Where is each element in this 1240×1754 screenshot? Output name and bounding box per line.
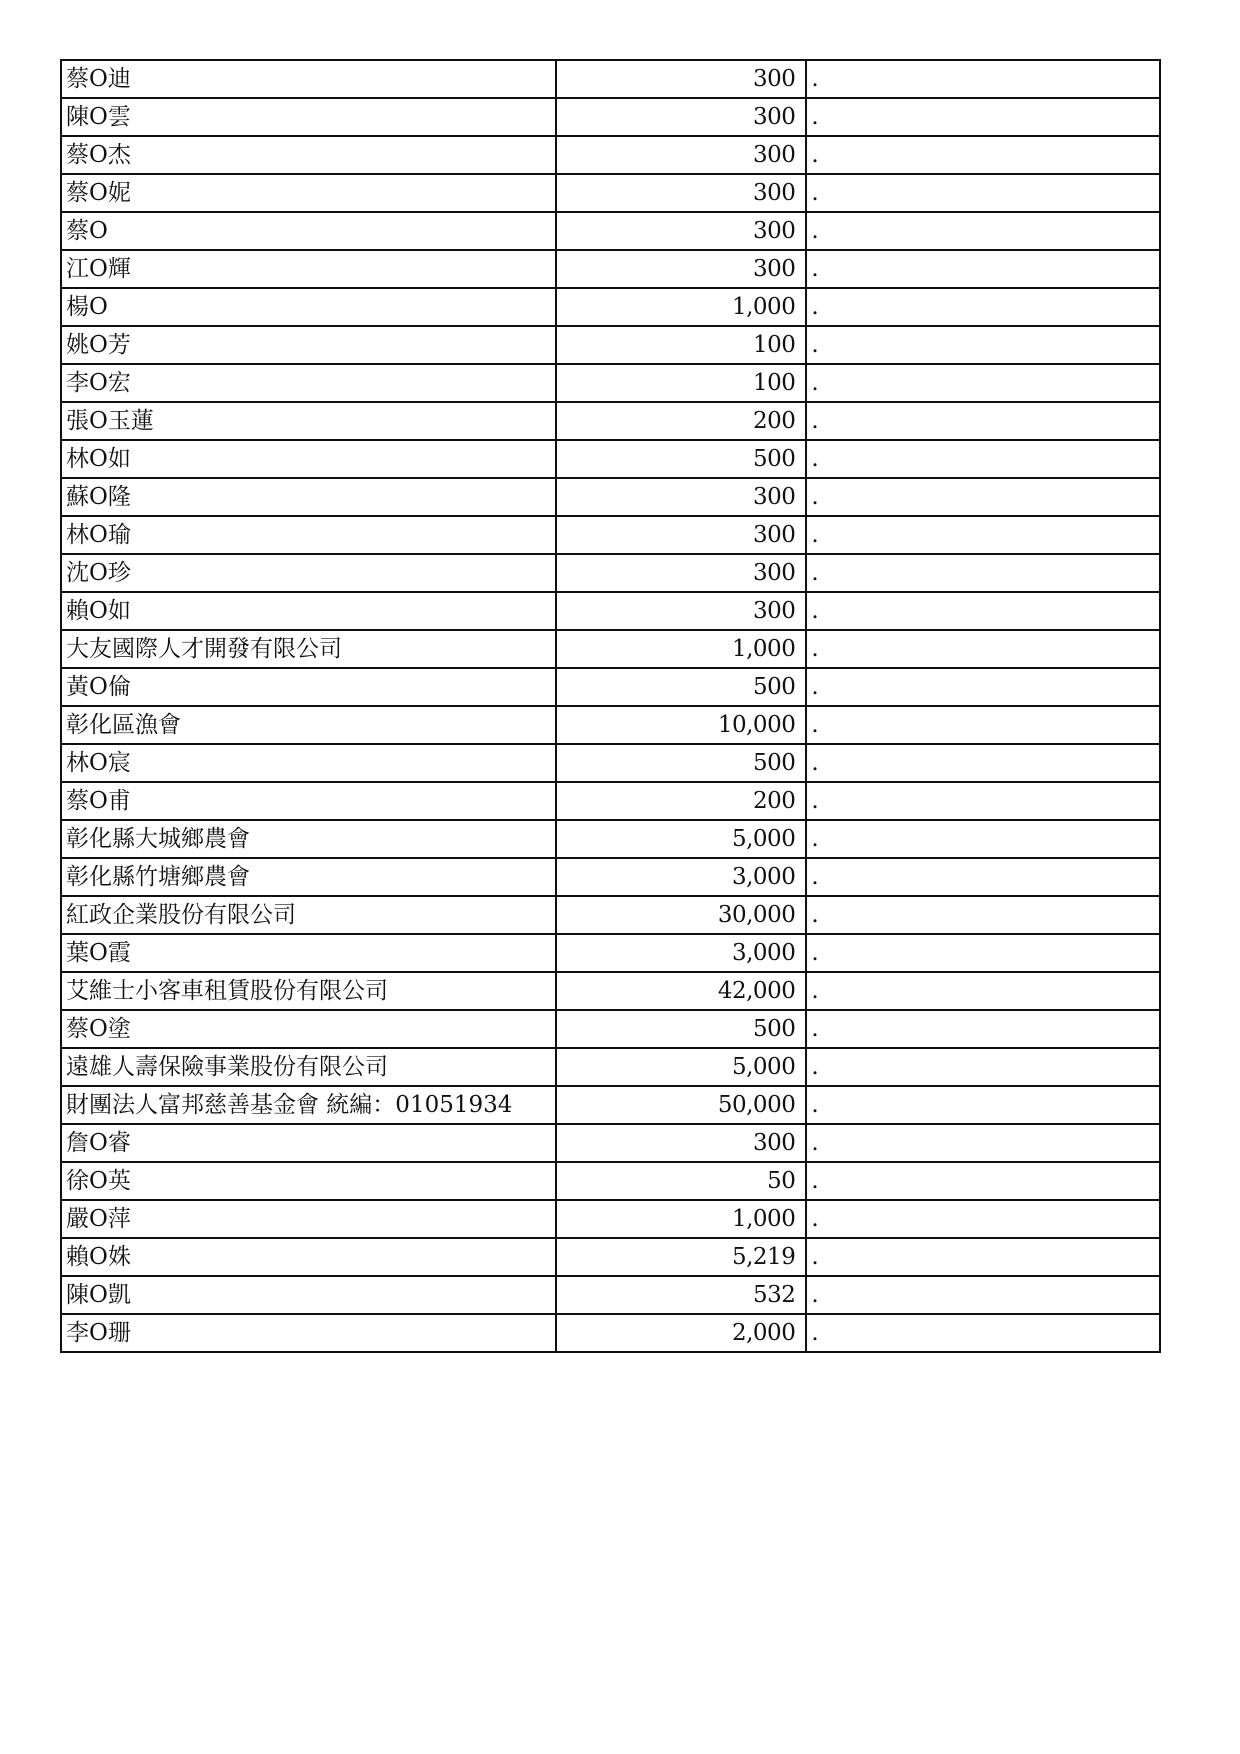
donation-amount-cell: 500 <box>556 1010 806 1048</box>
donor-name-cell: 詹O睿 <box>61 1124 556 1162</box>
table-row <box>61 1276 1160 1314</box>
donor-name-cell: 徐O英 <box>61 1162 556 1200</box>
donor-name-cell: 李O宏 <box>61 364 556 402</box>
note-cell: . <box>806 1048 1160 1086</box>
table-row <box>61 288 1160 326</box>
donation-amount-cell: 5,000 <box>556 1048 806 1086</box>
donor-name-cell: 姚O芳 <box>61 326 556 364</box>
donor-name-cell: 陳O雲 <box>61 98 556 136</box>
donor-name-cell: 蔡O杰 <box>61 136 556 174</box>
table-body <box>61 60 1160 1352</box>
donation-amount-cell: 300 <box>556 478 806 516</box>
donation-amount-cell: 200 <box>556 782 806 820</box>
table-row <box>61 782 1160 820</box>
donor-name-cell: 蘇O隆 <box>61 478 556 516</box>
table-row <box>61 402 1160 440</box>
table-row <box>61 1238 1160 1276</box>
donation-amount-cell: 300 <box>556 136 806 174</box>
note-cell: . <box>806 516 1160 554</box>
note-cell: . <box>806 972 1160 1010</box>
donation-amount-cell: 1,000 <box>556 288 806 326</box>
table-row <box>61 820 1160 858</box>
donor-name-cell: 彰化區漁會 <box>61 706 556 744</box>
table-row <box>61 250 1160 288</box>
donation-amount-cell: 300 <box>556 1124 806 1162</box>
table-row <box>61 1010 1160 1048</box>
table-row <box>61 212 1160 250</box>
note-cell: . <box>806 440 1160 478</box>
table-row <box>61 630 1160 668</box>
donor-name-cell: 葉O霞 <box>61 934 556 972</box>
note-cell: . <box>806 1238 1160 1276</box>
note-cell: . <box>806 858 1160 896</box>
donor-name-cell: 陳O凱 <box>61 1276 556 1314</box>
note-cell: . <box>806 250 1160 288</box>
table-row <box>61 896 1160 934</box>
table-row <box>61 60 1160 98</box>
donor-name-cell: 賴O如 <box>61 592 556 630</box>
donation-amount-cell: 3,000 <box>556 858 806 896</box>
donor-name-cell: 沈O珍 <box>61 554 556 592</box>
donor-name-cell: 江O輝 <box>61 250 556 288</box>
donor-name-cell: 蔡O甫 <box>61 782 556 820</box>
note-cell: . <box>806 364 1160 402</box>
donor-name-cell: 紅政企業股份有限公司 <box>61 896 556 934</box>
note-cell: . <box>806 592 1160 630</box>
donation-amount-cell: 5,219 <box>556 1238 806 1276</box>
donor-name-cell: 彰化縣竹塘鄉農會 <box>61 858 556 896</box>
note-cell: . <box>806 402 1160 440</box>
table-row <box>61 706 1160 744</box>
donation-amount-cell: 300 <box>556 98 806 136</box>
donation-amount-cell: 300 <box>556 60 806 98</box>
table-row <box>61 478 1160 516</box>
donation-amount-cell: 1,000 <box>556 630 806 668</box>
table-row <box>61 592 1160 630</box>
donation-amount-cell: 300 <box>556 592 806 630</box>
note-cell: . <box>806 288 1160 326</box>
donation-amount-cell: 2,000 <box>556 1314 806 1352</box>
donation-amount-cell: 300 <box>556 516 806 554</box>
donor-name-cell: 嚴O萍 <box>61 1200 556 1238</box>
donor-name-cell: 蔡O妮 <box>61 174 556 212</box>
note-cell: . <box>806 1162 1160 1200</box>
donation-amount-cell: 500 <box>556 440 806 478</box>
donation-amount-cell: 42,000 <box>556 972 806 1010</box>
donor-name-cell: 林O宸 <box>61 744 556 782</box>
donation-amount-cell: 50 <box>556 1162 806 1200</box>
donor-name-cell: 林O如 <box>61 440 556 478</box>
donation-amount-cell: 5,000 <box>556 820 806 858</box>
table-row <box>61 364 1160 402</box>
donor-name-cell: 艾維士小客車租賃股份有限公司 <box>61 972 556 1010</box>
table-row <box>61 1162 1160 1200</box>
donation-amount-cell: 500 <box>556 668 806 706</box>
note-cell: . <box>806 212 1160 250</box>
table-row <box>61 1124 1160 1162</box>
note-cell: . <box>806 60 1160 98</box>
donor-name-cell: 蔡O迪 <box>61 60 556 98</box>
note-cell: . <box>806 554 1160 592</box>
table-row <box>61 934 1160 972</box>
table-row <box>61 972 1160 1010</box>
note-cell: . <box>806 1276 1160 1314</box>
donation-amount-cell: 100 <box>556 326 806 364</box>
note-cell: . <box>806 326 1160 364</box>
donation-amount-cell: 100 <box>556 364 806 402</box>
donor-name-cell: 張O玉蓮 <box>61 402 556 440</box>
donor-name-cell: 黃O倫 <box>61 668 556 706</box>
donor-name-cell: 蔡O塗 <box>61 1010 556 1048</box>
note-cell: . <box>806 1200 1160 1238</box>
table-row <box>61 1086 1160 1124</box>
note-cell: . <box>806 820 1160 858</box>
note-cell: . <box>806 896 1160 934</box>
donor-name-cell: 遠雄人壽保險事業股份有限公司 <box>61 1048 556 1086</box>
donor-name-cell: 彰化縣大城鄉農會 <box>61 820 556 858</box>
table-row <box>61 98 1160 136</box>
note-cell: . <box>806 1086 1160 1124</box>
note-cell: . <box>806 782 1160 820</box>
table-row <box>61 744 1160 782</box>
table-row <box>61 668 1160 706</box>
donor-name-cell: 財團法人富邦慈善基金會 統編：01051934 <box>61 1086 556 1124</box>
donation-amount-cell: 300 <box>556 174 806 212</box>
note-cell: . <box>806 98 1160 136</box>
note-cell: . <box>806 1124 1160 1162</box>
table-row <box>61 1048 1160 1086</box>
note-cell: . <box>806 174 1160 212</box>
donation-amount-cell: 50,000 <box>556 1086 806 1124</box>
note-cell: . <box>806 1314 1160 1352</box>
note-cell: . <box>806 744 1160 782</box>
note-cell: . <box>806 630 1160 668</box>
donation-amount-cell: 532 <box>556 1276 806 1314</box>
note-cell: . <box>806 934 1160 972</box>
table-row <box>61 1200 1160 1238</box>
note-cell: . <box>806 478 1160 516</box>
donation-table <box>60 59 1161 1353</box>
donor-name-cell: 蔡O <box>61 212 556 250</box>
donation-amount-cell: 300 <box>556 212 806 250</box>
table-row <box>61 136 1160 174</box>
note-cell: . <box>806 136 1160 174</box>
donation-amount-cell: 300 <box>556 250 806 288</box>
donation-amount-cell: 1,000 <box>556 1200 806 1238</box>
table-row <box>61 440 1160 478</box>
donor-name-cell: 李O珊 <box>61 1314 556 1352</box>
donor-name-cell: 大友國際人才開發有限公司 <box>61 630 556 668</box>
table-row <box>61 516 1160 554</box>
donation-amount-cell: 500 <box>556 744 806 782</box>
table-row <box>61 554 1160 592</box>
note-cell: . <box>806 706 1160 744</box>
donation-amount-cell: 3,000 <box>556 934 806 972</box>
note-cell: . <box>806 668 1160 706</box>
table-row <box>61 174 1160 212</box>
table-row <box>61 1314 1160 1352</box>
note-cell: . <box>806 1010 1160 1048</box>
donation-amount-cell: 300 <box>556 554 806 592</box>
donation-amount-cell: 200 <box>556 402 806 440</box>
table-row <box>61 858 1160 896</box>
donor-name-cell: 楊O <box>61 288 556 326</box>
table-row <box>61 326 1160 364</box>
donation-amount-cell: 30,000 <box>556 896 806 934</box>
donation-amount-cell: 10,000 <box>556 706 806 744</box>
donor-name-cell: 林O瑜 <box>61 516 556 554</box>
donor-name-cell: 賴O姝 <box>61 1238 556 1276</box>
